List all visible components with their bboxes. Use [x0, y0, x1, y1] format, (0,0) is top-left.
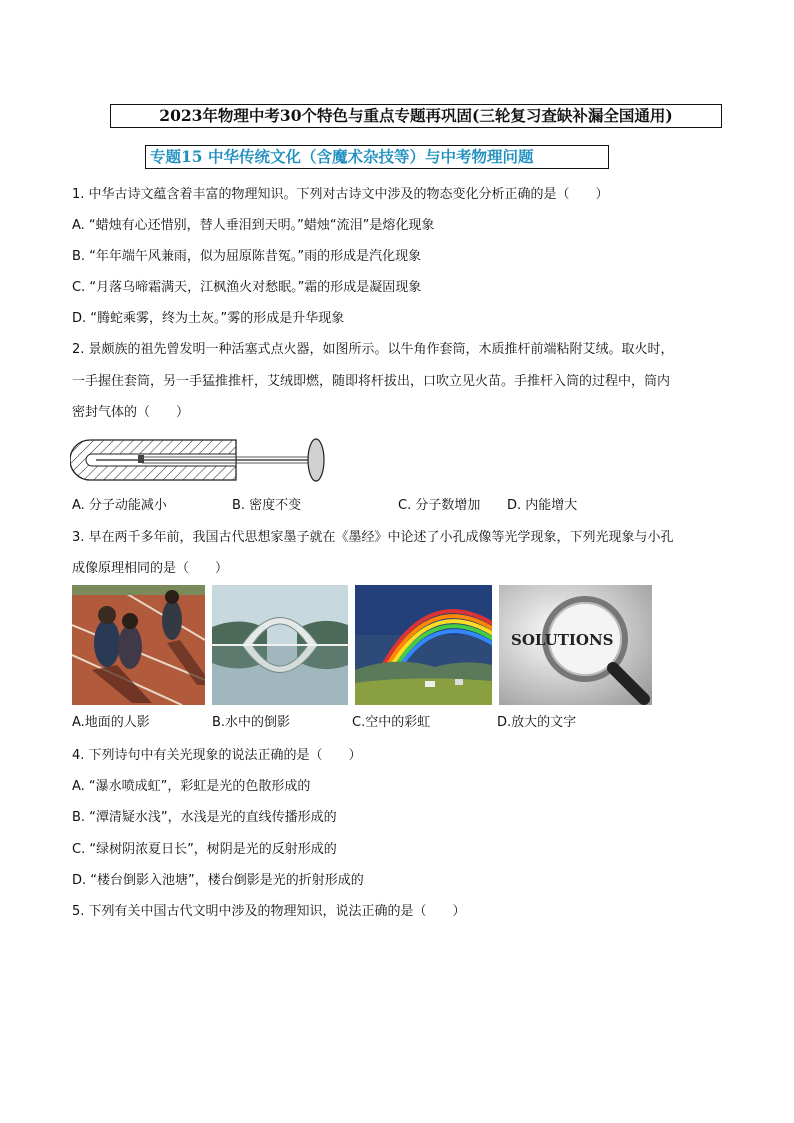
document-title: 2023年物理中考30个特色与重点专题再巩固(三轮复习查缺补漏全国通用) — [110, 104, 722, 128]
q2-stem-line1: 2. 景颇族的祖先曾发明一种活塞式点火器，如图所示。以牛角作套筒，木质推杆前端粘附艾绒。取火时， — [72, 342, 674, 357]
q2-stem-line2: 一手握住套筒，另一手猛推推杆，艾绒即燃，随即将杆拔出，口吹立见火苗。手推杆入筒的过程中，筒内 — [72, 374, 671, 389]
photo-shadow-on-ground — [72, 585, 205, 705]
q4-option-d: D. “楼台倒影入池塘”，楼台倒影是光的折射形成的 — [72, 873, 364, 888]
photo-reflection-in-water — [212, 585, 348, 705]
q3-option-a: A.地面的人影 — [72, 715, 150, 730]
q4-stem: 4. 下列诗句中有关光现象的说法正确的是（ ） — [72, 748, 362, 763]
q1-option-b: B. “年年端午风兼雨，似为屈原陈昔冤。”雨的形成是汽化现象 — [72, 249, 422, 264]
q3-stem-line2: 成像原理相同的是（ ） — [72, 561, 229, 576]
q3-stem-line1: 3. 早在两千多年前，我国古代思想家墨子就在《墨经》中论述了小孔成像等光学现象，下列光现象与小孔 — [72, 530, 674, 545]
q3-option-b: B.水中的倒影 — [212, 715, 291, 730]
photo-rainbow-in-sky — [355, 585, 492, 705]
magnifier-text: SOLUTIONS — [511, 631, 614, 649]
q4-option-c: C. “绿树阴浓夏日长”，树阴是光的反射形成的 — [72, 842, 337, 857]
photo-magnified-text — [499, 585, 652, 705]
q1-option-a: A. “蜡烛有心还惜别，替人垂泪到天明。”蜡烛“流泪”是熔化现象 — [72, 218, 435, 233]
q3-option-d: D.放大的文字 — [497, 715, 577, 730]
q1-option-d: D. “腾蛇乘雾，终为土灰。”雾的形成是升华现象 — [72, 311, 345, 326]
q2-option-a: A. 分子动能减小 — [72, 498, 167, 513]
q2-option-b: B. 密度不变 — [232, 498, 302, 513]
topic-title: 专题15 中华传统文化（含魔术杂技等）与中考物理问题 — [145, 145, 609, 169]
q3-option-c: C.空中的彩虹 — [352, 715, 431, 730]
q5-stem: 5. 下列有关中国古代文明中涉及的物理知识，说法正确的是（ ） — [72, 904, 466, 919]
fire-piston-diagram — [70, 434, 330, 488]
q4-option-b: B. “潭清疑水浅”，水浅是光的直线传播形成的 — [72, 810, 337, 825]
q2-option-c: C. 分子数增加 — [398, 498, 481, 513]
q2-stem-line3: 密封气体的（ ） — [72, 405, 190, 420]
q2-option-d: D. 内能增大 — [507, 498, 578, 513]
q1-stem: 1. 中华古诗文蕴含着丰富的物理知识。下列对古诗文中涉及的物态变化分析正确的是（ ） — [72, 187, 609, 202]
q1-option-c: C. “月落乌啼霜满天，江枫渔火对愁眠。”霜的形成是凝固现象 — [72, 280, 422, 295]
q4-option-a: A. “瀑水喷成虹”，彩虹是光的色散形成的 — [72, 779, 311, 794]
